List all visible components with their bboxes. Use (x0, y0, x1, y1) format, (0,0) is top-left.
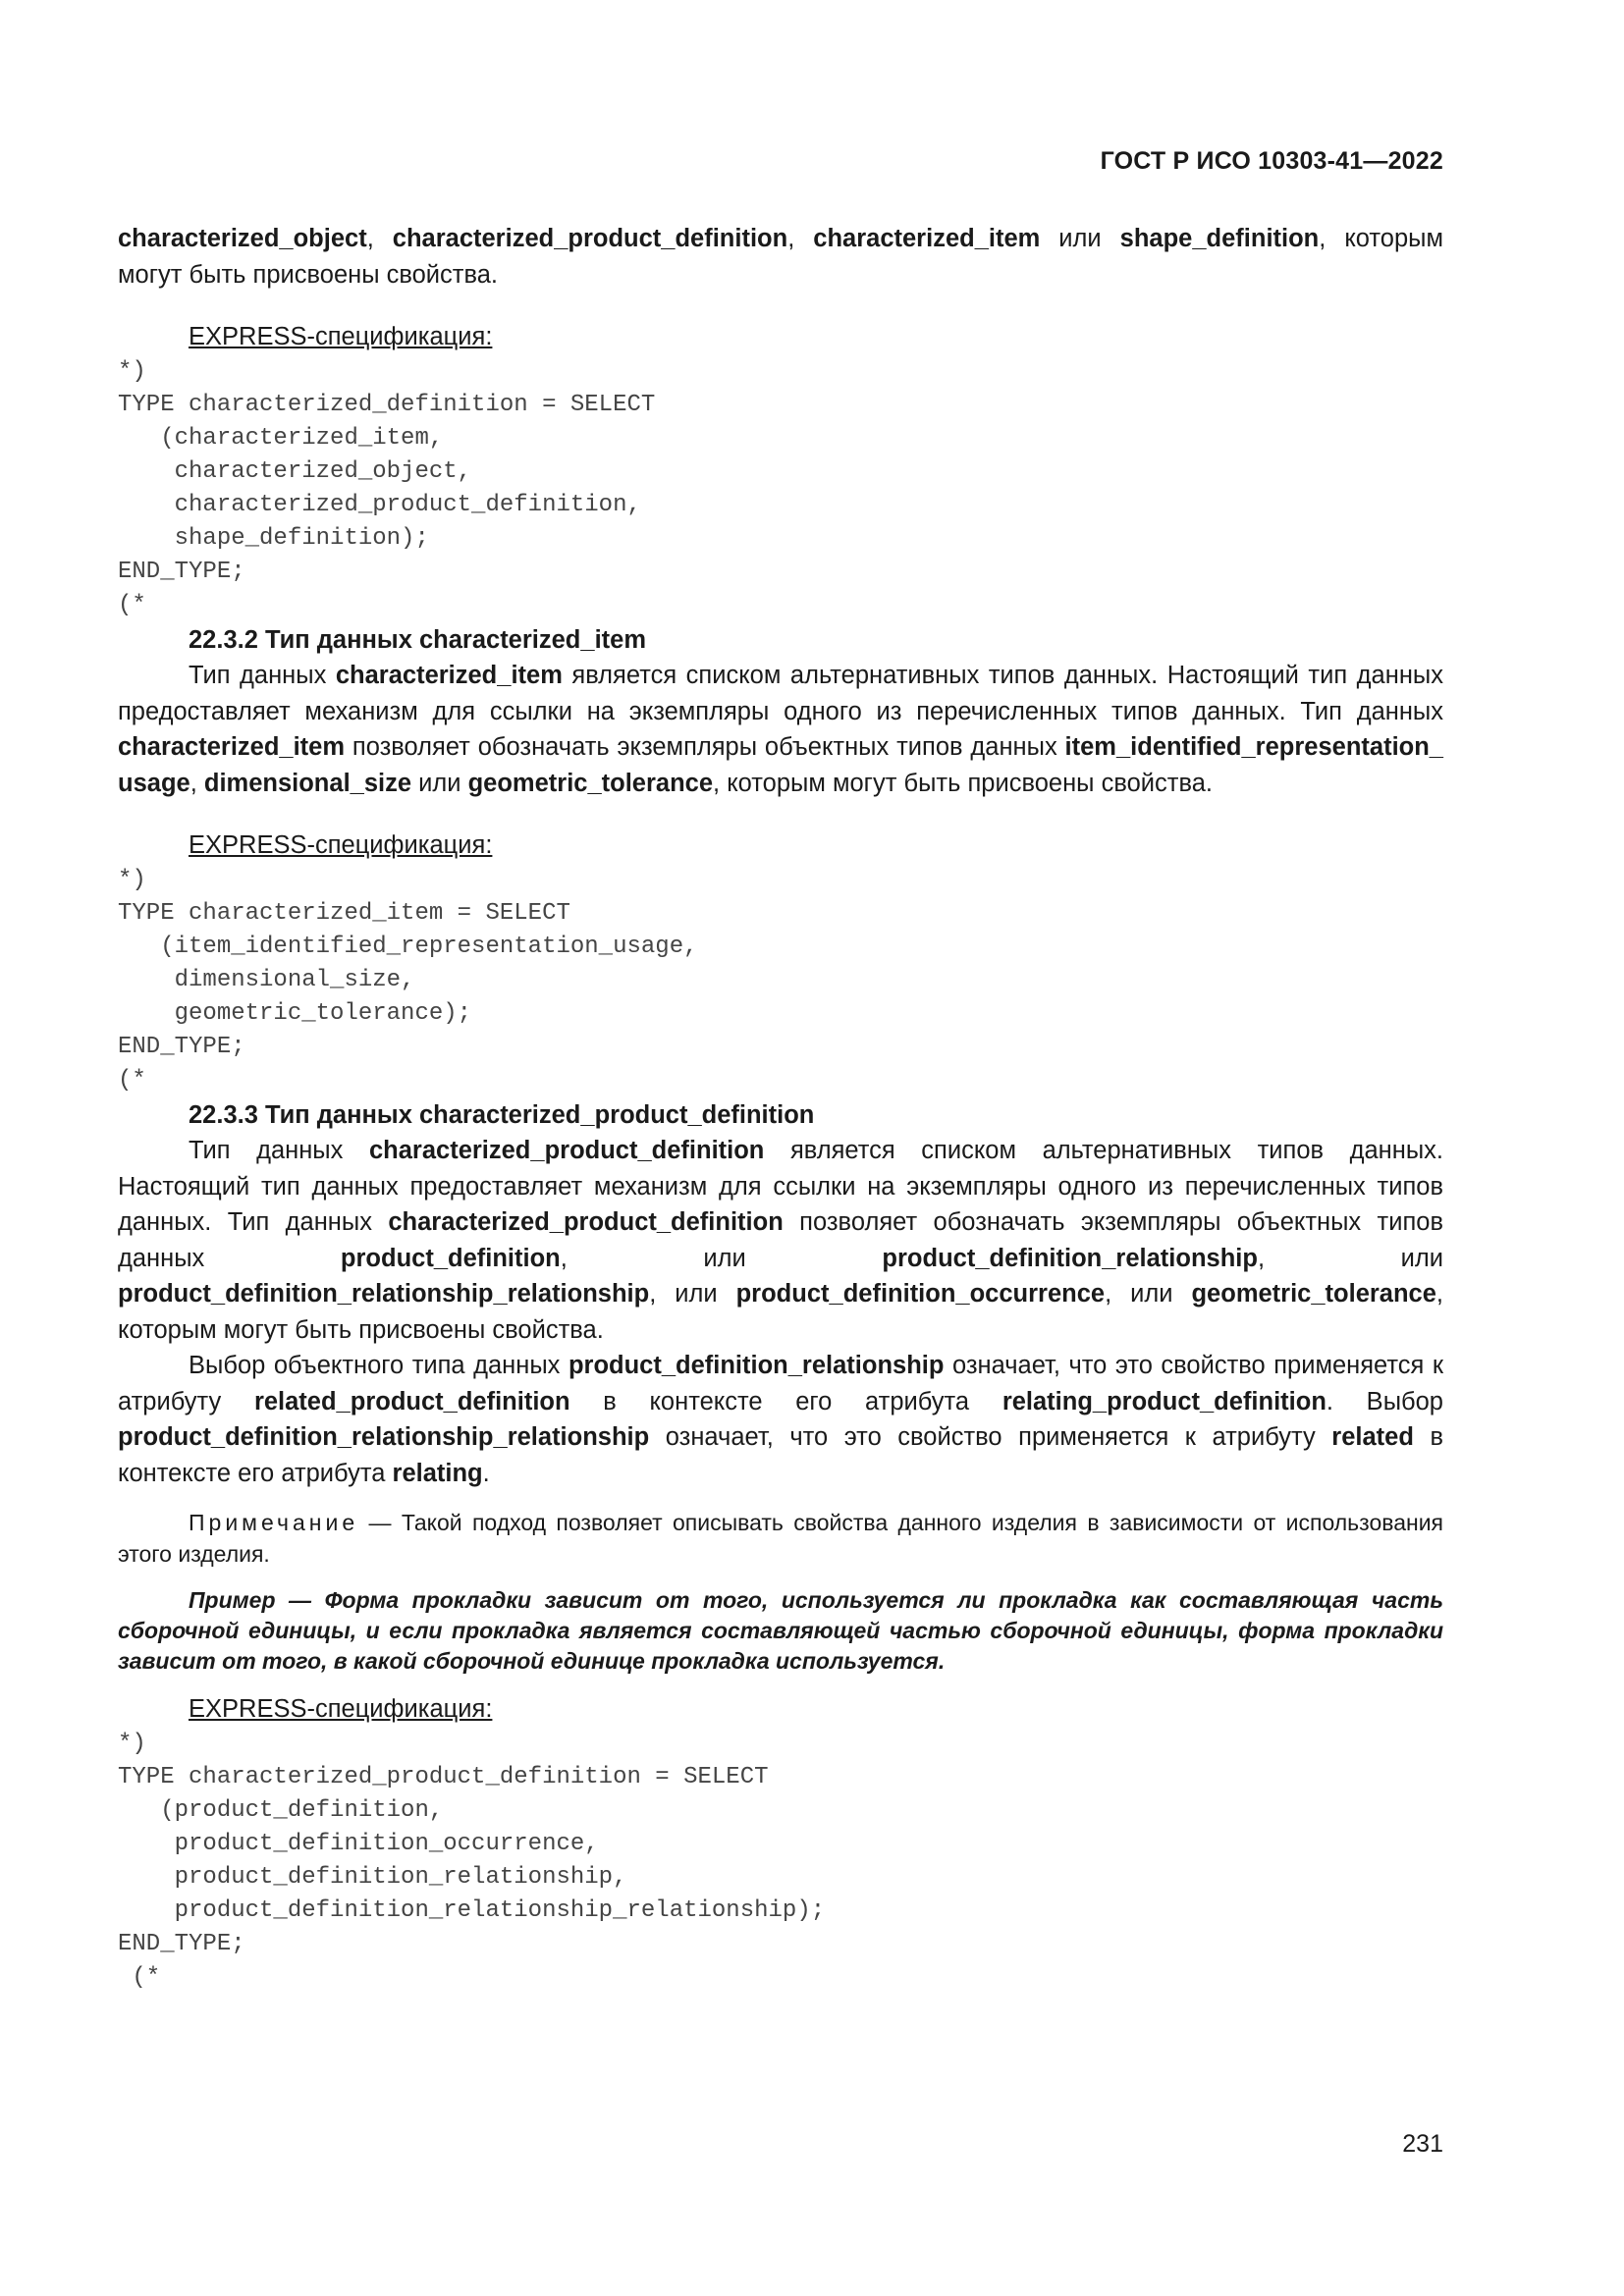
term: shape_definition (1119, 225, 1320, 252)
term: characterized_item (118, 733, 346, 761)
note-label: Примечание (189, 1510, 359, 1535)
text-run: в контексте его атрибута (118, 1423, 1443, 1487)
express-label: EXPRESS-спецификация: (189, 323, 493, 350)
term: characterized_product_definition (392, 225, 788, 252)
section-22-3-3-paragraph-1 (118, 1133, 1443, 1348)
code-block-characterized-item: *) TYPE characterized_item = SELECT (item_identified_representation_usage, dimensional_size, geometric_tolerance); END_TYPE; (* (118, 867, 698, 1094)
term: product_definition_relationship_relationship (118, 1423, 650, 1451)
term: characterized_object (118, 225, 367, 252)
intro-paragraph (118, 221, 1443, 293)
term: product_definition_relationship (568, 1352, 945, 1379)
text-run: Тип данных (189, 662, 336, 689)
text-run: . (482, 1459, 490, 1487)
page-content (118, 221, 1443, 1995)
note-text: — Такой подход позволяет описывать свойства данного изделия в зависимости от использования этого изделия. (118, 1510, 1443, 1567)
term: characterized_product_definition (388, 1208, 784, 1236)
section-heading-22-3-3: 22.3.3 Тип данных characterized_product_definition (189, 1101, 815, 1129)
note-paragraph (118, 1507, 1443, 1570)
text-run: , или (1257, 1244, 1444, 1272)
spacer (118, 801, 1443, 828)
term: item_identified_representation_ usage (118, 733, 1443, 797)
express-label: EXPRESS-спецификация: (189, 1695, 493, 1723)
text-run: , (189, 769, 204, 797)
term: relating_product_definition (1001, 1387, 1326, 1415)
section-22-3-3-paragraph-2 (118, 1348, 1443, 1491)
term: characterized_product_definition (368, 1137, 765, 1164)
code-block-characterized-definition: *) TYPE characterized_definition = SELECT (characterized_item, characterized_object, characterized_product_definition, shape_definition); END_TYPE; (* (118, 358, 656, 618)
term: geometric_tolerance (467, 769, 714, 797)
term: related (1331, 1423, 1414, 1451)
term: geometric_tolerance (1191, 1280, 1436, 1308)
text-run: , которым могут быть присвоены свойства. (713, 769, 1213, 797)
text-run: является списком альтернативных типов данных. Настоящий тип данных предоставляет механизм для ссылки на экземпляры одного из перечисленных типов данных. Тип данных (118, 1137, 1444, 1236)
text-run: позволяет обозначать экземпляры объектных типов данных (345, 733, 1065, 761)
text-run: , которым могут быть присвоены свойства. (118, 1280, 1444, 1344)
spacer (118, 1570, 1443, 1585)
text-run: , (366, 225, 393, 252)
text-run: Выбор объектного типа данных (189, 1352, 568, 1379)
standard-header: ГОСТ Р ИСО 10303-41—2022 (1100, 147, 1443, 175)
text-run: означает, что это свойство применяется к атрибуту (649, 1423, 1332, 1451)
term: characterized_item (813, 225, 1041, 252)
text-run: , (787, 225, 814, 252)
text-run: или (1040, 225, 1120, 252)
text-run: означает, что это свойство применяется к атрибуту (118, 1352, 1444, 1415)
text-run: позволяет обозначать экземпляры объектных типов данных (118, 1208, 1443, 1272)
spacer (118, 293, 1443, 320)
text-run: или (411, 769, 468, 797)
term: related_product_definition (253, 1387, 570, 1415)
term: product_definition_occurrence (735, 1280, 1106, 1308)
term: product_definition_relationship_relationship (118, 1280, 650, 1308)
section-heading-22-3-2: 22.3.2 Тип данных characterized_item (189, 626, 646, 654)
spacer (118, 1677, 1443, 1692)
text-run: , или (560, 1244, 883, 1272)
spacer (118, 1491, 1443, 1507)
text-run: является списком альтернативных типов данных. Настоящий тип данных предоставляет механизм для ссылки на экземпляры одного из перечисленных типов данных. Тип данных (118, 662, 1443, 725)
express-label: EXPRESS-спецификация: (189, 831, 493, 859)
term: product_definition_relationship (882, 1244, 1258, 1272)
text-run: Тип данных (189, 1137, 369, 1164)
example-paragraph: Пример — Форма прокладки зависит от того, используется ли прокладка как составляющая часть сборочной единицы, и если прокладка является составляющей частью сборочной единицы, форма прокладки зависит от того, в какой сборочной единице прокладка используется. (118, 1587, 1443, 1674)
term: characterized_item (335, 662, 563, 689)
text-run: , или (1105, 1280, 1192, 1308)
term: product_definition (340, 1244, 561, 1272)
text-run: , или (649, 1280, 736, 1308)
term: dimensional_size (203, 769, 412, 797)
text-run: в контексте его атрибута (569, 1387, 1002, 1415)
page-number: 231 (1402, 2130, 1443, 2158)
code-block-characterized-product-definition: *) TYPE characterized_product_definition = SELECT (product_definition, product_definition_occurrence, product_definition_relationship, product_definition_relationship_relationship); END_TYPE; (* (118, 1731, 826, 1991)
term: relating (392, 1459, 483, 1487)
section-22-3-2-paragraph (118, 658, 1443, 801)
text-run: . Выбор (1326, 1387, 1443, 1415)
text-run: , которым могут быть присвоены свойства. (118, 225, 1444, 289)
